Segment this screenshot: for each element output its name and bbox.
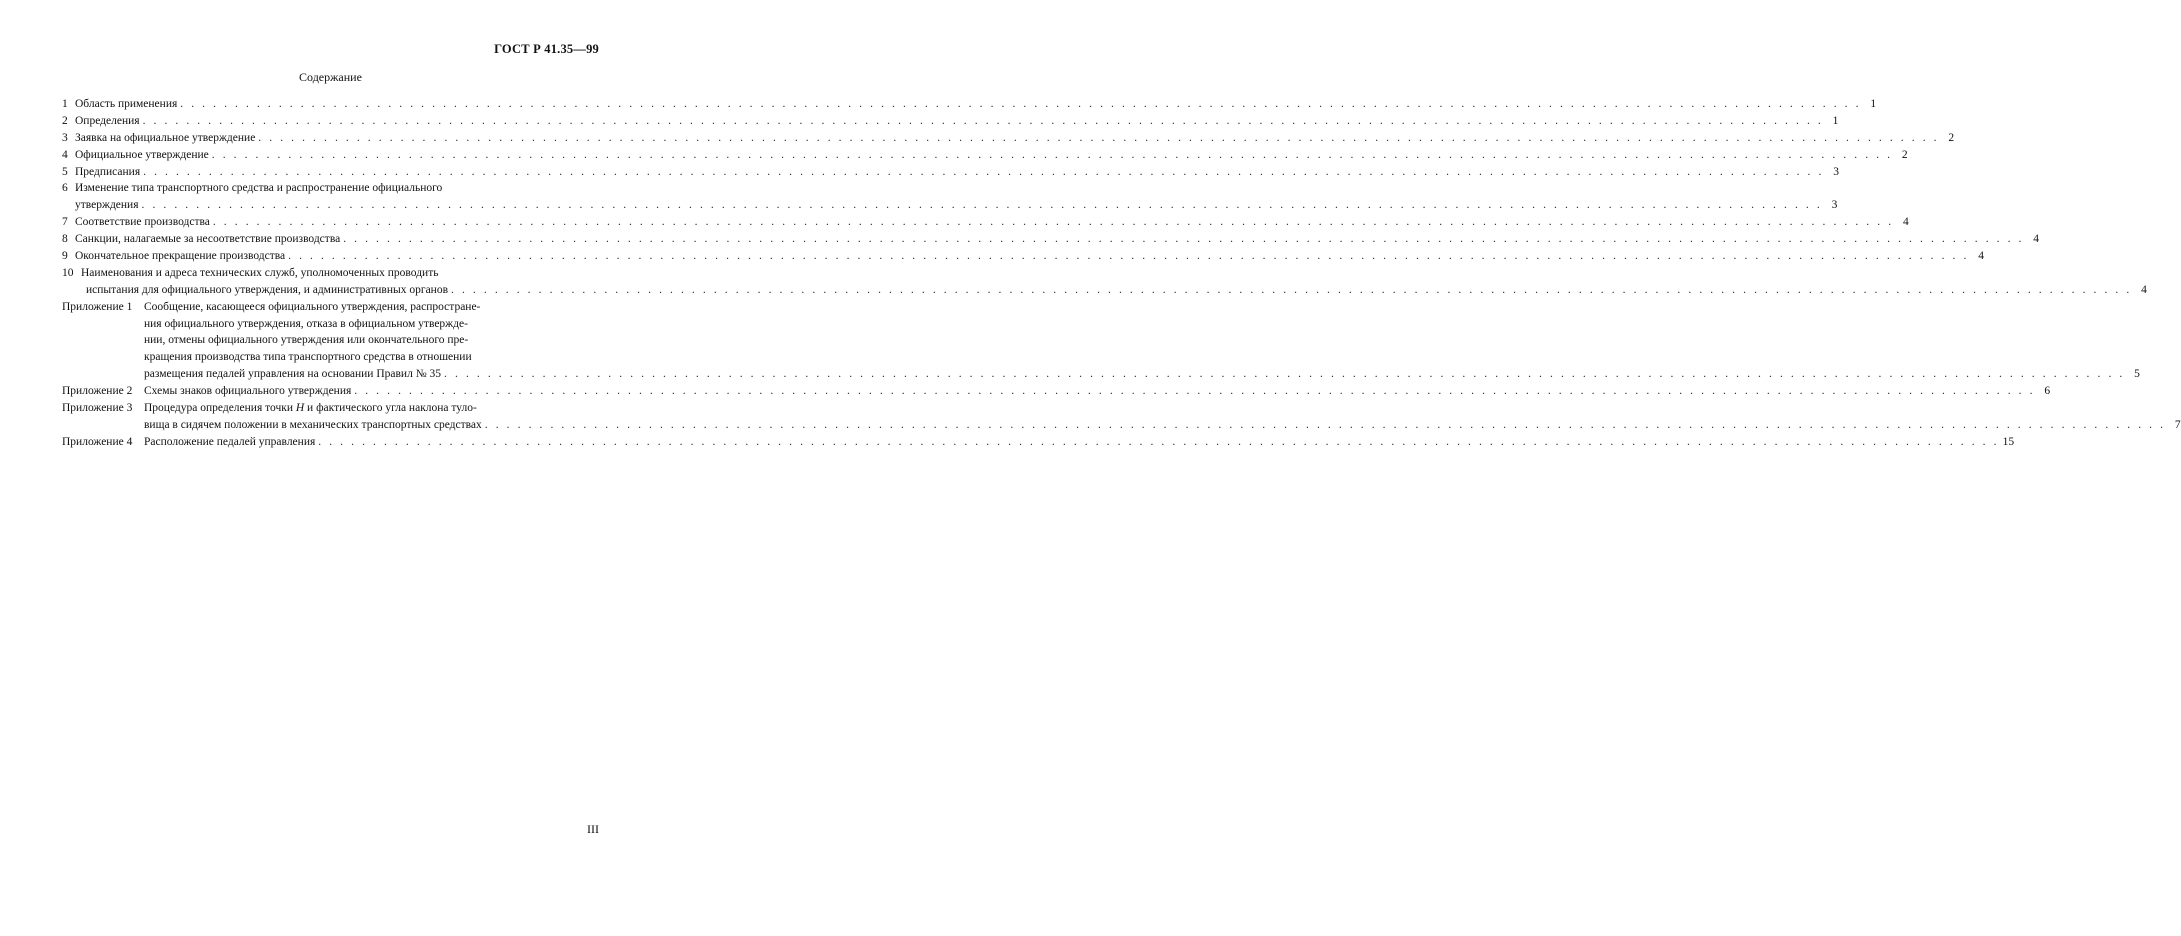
toc-entry-number: 6 xyxy=(62,182,68,195)
toc-entry-title: Окончательное прекращение производства xyxy=(75,250,286,263)
toc-entry-page: 2 xyxy=(1901,148,1908,161)
toc-entry-number: 3 xyxy=(62,131,68,144)
toc-entry-title: Изменение типа транспортного средства и распространение официального xyxy=(75,182,443,195)
toc-entry-5[interactable] xyxy=(62,164,1839,181)
dot-leader xyxy=(143,113,1824,130)
dot-leader xyxy=(212,147,1893,164)
toc-entry-10[interactable] xyxy=(62,265,2147,299)
toc-entry-page: 4 xyxy=(2141,283,2147,296)
toc-appendix-1[interactable] xyxy=(62,299,2140,383)
toc-entry-number: 5 xyxy=(62,165,68,178)
toc-entry-title-continued: утверждения xyxy=(75,199,139,212)
appendix-title-continued: кращения производства типа транспортного средства в отношении xyxy=(144,351,472,364)
h-point-symbol: H xyxy=(295,402,305,415)
appendix-title-continued: нии, отмены официального утверждения или окончательного пре- xyxy=(144,334,469,347)
toc-entry-number: 1 xyxy=(62,98,68,110)
dot-leader xyxy=(142,197,1823,214)
dot-leader xyxy=(318,434,1999,451)
appendix-page: 5 xyxy=(2134,368,2140,381)
toc-title: Содержание xyxy=(299,70,362,84)
toc-entry-page: 4 xyxy=(1978,250,1984,263)
dot-leader xyxy=(143,164,1824,181)
appendix-title-continued: ния официального утверждения, отказа в официальном утвержде- xyxy=(144,317,468,330)
toc-entry-page: 4 xyxy=(2033,233,2040,246)
appendix-label: Приложение 2 xyxy=(62,385,133,398)
toc-entry-2[interactable] xyxy=(62,113,1839,130)
appendix-title: Сообщение, касающееся официального утверждения, распростране- xyxy=(144,300,481,313)
appendix-title: Расположение педалей управления xyxy=(144,435,316,448)
appendix-title: Схемы знаков официального утверждения xyxy=(144,385,352,398)
dot-leader xyxy=(485,417,2166,434)
document-code: ГОСТ Р 41.35—99 xyxy=(494,42,599,56)
toc-entry-title: Санкции, налагаемые за несоответствие производства xyxy=(75,233,341,246)
toc-entry-page: 1 xyxy=(1870,98,1877,110)
toc-appendix-3[interactable] xyxy=(62,400,2181,434)
toc-entry-title: Соответствие производства xyxy=(75,216,210,229)
appendix-page: 7 xyxy=(2174,418,2181,431)
appendix-title-continued: вища в сидячем положении в механических транспортных средствах xyxy=(144,418,482,431)
toc-appendix-2[interactable] xyxy=(62,383,2051,400)
appendix-title: Процедура определения точки H и фактического угла наклона туло- xyxy=(144,402,477,415)
dot-leader xyxy=(444,366,2125,383)
toc-entry-number: 7 xyxy=(62,216,68,229)
toc-entry-4[interactable] xyxy=(62,147,1908,164)
toc-entry-6[interactable] xyxy=(62,180,1838,214)
toc-entry-1[interactable] xyxy=(62,96,1877,113)
toc-entry-7[interactable] xyxy=(62,214,1909,231)
dot-leader xyxy=(213,214,1894,231)
toc-entry-8[interactable] xyxy=(62,231,2040,248)
appendix-label: Приложение 4 xyxy=(62,435,133,448)
toc-entry-number: 2 xyxy=(62,114,68,127)
toc-entry-page: 3 xyxy=(1831,199,1838,212)
appendix-title-continued: размещения педалей управления на основании Правил № 35 xyxy=(144,368,442,381)
toc-entry-number: 8 xyxy=(62,233,68,246)
toc-entry-number: 9 xyxy=(62,250,68,263)
toc-entry-page: 1 xyxy=(1832,114,1839,127)
toc-entry-title: Определения xyxy=(75,114,140,127)
toc-entry-number: 10 xyxy=(62,266,74,279)
toc-entry-title: Заявка на официальное утверждение xyxy=(75,131,256,144)
appendix-label: Приложение 3 xyxy=(62,402,133,415)
toc-entry-page: 3 xyxy=(1833,165,1839,178)
dot-leader xyxy=(451,282,2132,299)
toc-entry-title: Официальное утверждение xyxy=(75,148,209,161)
toc-appendix-4[interactable] xyxy=(62,434,2015,451)
dot-leader xyxy=(288,248,1969,265)
toc-entry-9[interactable] xyxy=(62,248,1984,265)
toc-entry-title-continued: испытания для официального утверждения, и административных органов xyxy=(86,283,449,296)
appendix-page: 15 xyxy=(2002,435,2015,448)
toc-entry-title: Предписания xyxy=(75,165,141,178)
appendix-label: Приложение 1 xyxy=(62,300,133,313)
appendix-page: 6 xyxy=(2044,385,2051,398)
dot-leader xyxy=(354,383,2035,400)
table-of-contents xyxy=(62,96,2181,451)
toc-entry-3[interactable] xyxy=(62,130,1955,147)
toc-entry-page: 2 xyxy=(1948,131,1955,144)
toc-entry-number: 4 xyxy=(62,148,68,161)
page-number: III xyxy=(587,822,599,836)
dot-leader xyxy=(180,96,1861,113)
toc-entry-title: Область применения xyxy=(75,98,178,110)
dot-leader xyxy=(343,231,2024,248)
toc-entry-title: Наименования и адреса технических служб, уполномоченных проводить xyxy=(81,266,439,279)
toc-entry-page: 4 xyxy=(1902,216,1909,229)
dot-leader xyxy=(258,130,1939,147)
